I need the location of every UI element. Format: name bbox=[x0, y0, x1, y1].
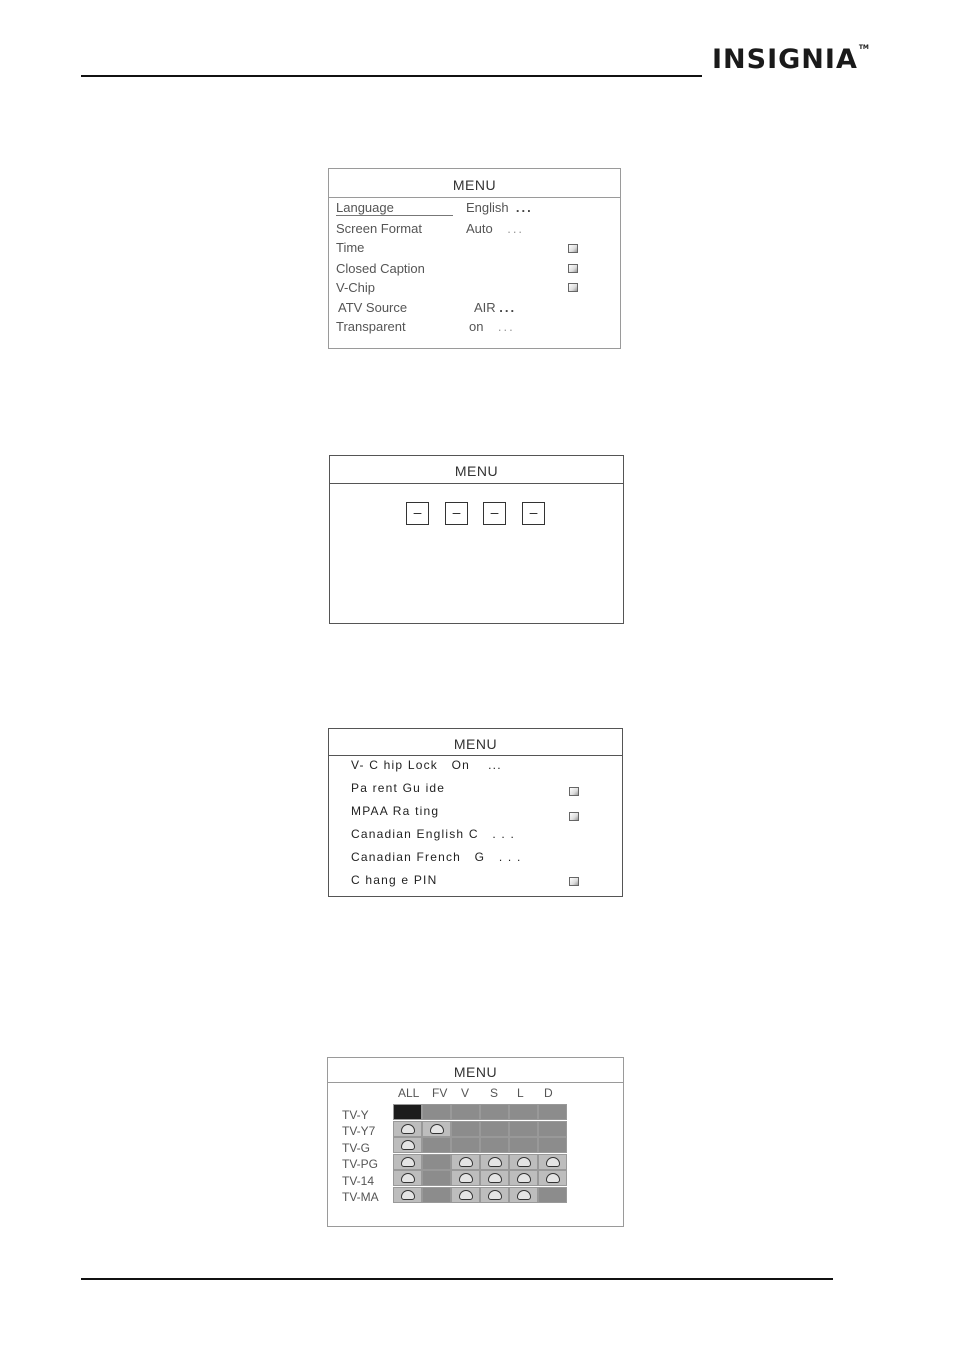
rating-cell-tv-y7-l[interactable] bbox=[509, 1121, 538, 1137]
column-header-s: S bbox=[490, 1086, 499, 1100]
rating-cell-tv-y-fv[interactable] bbox=[422, 1104, 451, 1120]
rating-cell-tv-ma-all[interactable] bbox=[393, 1187, 422, 1203]
menu-item-screen-format[interactable]: Screen Format bbox=[336, 221, 422, 236]
rating-cell-tv-g-l[interactable] bbox=[509, 1137, 538, 1153]
rating-cell-tv-y7-s[interactable] bbox=[480, 1121, 509, 1137]
submenu-arrow-icon[interactable] bbox=[569, 877, 579, 886]
rating-cell-tv-14-all[interactable] bbox=[393, 1170, 422, 1186]
row-label-tv-y7: TV-Y7 bbox=[342, 1124, 376, 1138]
setup-menu bbox=[328, 168, 621, 349]
lock-icon bbox=[430, 1124, 444, 1134]
header-rule bbox=[81, 75, 702, 77]
lock-icon bbox=[459, 1190, 473, 1200]
lock-icon bbox=[546, 1157, 560, 1167]
rating-cell-tv-y-s[interactable] bbox=[480, 1104, 509, 1120]
menu-item-mpaa-rating[interactable]: MPAA Ra ting bbox=[351, 804, 440, 818]
rating-cell-tv-pg-fv[interactable] bbox=[422, 1154, 451, 1170]
rating-cell-tv-14-d[interactable] bbox=[538, 1170, 567, 1186]
rating-cell-tv-y7-all[interactable] bbox=[393, 1121, 422, 1137]
menu-item-language[interactable]: Language bbox=[336, 200, 453, 216]
pin-digit-3[interactable]: – bbox=[483, 502, 506, 525]
row-label-tv-14: TV-14 bbox=[342, 1174, 375, 1188]
row-label-tv-g: TV-G bbox=[342, 1141, 371, 1155]
submenu-arrow-icon[interactable] bbox=[568, 264, 578, 273]
submenu-arrow-icon[interactable] bbox=[569, 787, 579, 796]
rating-cell-tv-14-v[interactable] bbox=[451, 1170, 480, 1186]
rating-cell-tv-ma-l[interactable] bbox=[509, 1187, 538, 1203]
menu-item-atv-source[interactable]: ATV Source bbox=[338, 300, 408, 315]
rating-cell-tv-g-d[interactable] bbox=[538, 1137, 567, 1153]
pin-entry-menu bbox=[329, 455, 624, 624]
rating-cell-tv-pg-l[interactable] bbox=[509, 1154, 538, 1170]
menu-item-parent-guide[interactable]: Pa rent Gu ide bbox=[351, 781, 446, 795]
menu-item-canadian-french[interactable]: Canadian French G . . . bbox=[351, 850, 522, 864]
row-label-tv-y: TV-Y bbox=[342, 1108, 369, 1122]
pin-digit-4[interactable]: – bbox=[522, 502, 545, 525]
submenu-arrow-icon[interactable] bbox=[569, 812, 579, 821]
rating-cell-tv-g-fv[interactable] bbox=[422, 1137, 451, 1153]
screen-format-value: Auto ... bbox=[466, 221, 525, 236]
submenu-arrow-icon[interactable] bbox=[568, 244, 578, 253]
menu-item-closed-caption[interactable]: Closed Caption bbox=[336, 261, 425, 276]
row-label-tv-pg: TV-PG bbox=[342, 1157, 379, 1171]
lock-icon bbox=[517, 1173, 531, 1183]
tv-rating-menu bbox=[327, 1057, 624, 1227]
lock-icon bbox=[546, 1173, 560, 1183]
language-value: English ... bbox=[466, 200, 533, 215]
menu-title: MENU bbox=[328, 1058, 623, 1083]
rating-cell-tv-g-s[interactable] bbox=[480, 1137, 509, 1153]
rating-cell-tv-ma-d[interactable] bbox=[538, 1187, 567, 1203]
menu-item-transparent[interactable]: Transparent bbox=[336, 319, 406, 334]
insignia-logo: INSIGNIA™ bbox=[712, 44, 869, 75]
lock-icon bbox=[517, 1157, 531, 1167]
lock-icon bbox=[459, 1173, 473, 1183]
pin-digit-2[interactable]: – bbox=[445, 502, 468, 525]
rating-cell-tv-ma-v[interactable] bbox=[451, 1187, 480, 1203]
column-header-v: V bbox=[461, 1086, 470, 1100]
lock-icon bbox=[459, 1157, 473, 1167]
submenu-arrow-icon[interactable] bbox=[568, 283, 578, 292]
row-label-tv-ma: TV-MA bbox=[342, 1190, 379, 1204]
rating-cell-tv-pg-v[interactable] bbox=[451, 1154, 480, 1170]
pin-digit-1[interactable]: – bbox=[406, 502, 429, 525]
column-header-fv: FV bbox=[432, 1086, 448, 1100]
rating-cell-tv-g-v[interactable] bbox=[451, 1137, 480, 1153]
lock-icon bbox=[517, 1190, 531, 1200]
menu-title: MENU bbox=[329, 729, 622, 756]
rating-cell-tv-ma-fv[interactable] bbox=[422, 1187, 451, 1203]
lock-icon bbox=[488, 1190, 502, 1200]
rating-cell-tv-14-fv[interactable] bbox=[422, 1170, 451, 1186]
lock-icon bbox=[488, 1173, 502, 1183]
rating-cell-tv-y7-d[interactable] bbox=[538, 1121, 567, 1137]
rating-cell-tv-y-l[interactable] bbox=[509, 1104, 538, 1120]
atv-source-value: AIR ... bbox=[474, 300, 517, 315]
lock-icon bbox=[401, 1124, 415, 1134]
rating-cell-tv-pg-s[interactable] bbox=[480, 1154, 509, 1170]
lock-icon bbox=[401, 1157, 415, 1167]
lock-icon bbox=[401, 1173, 415, 1183]
rating-grid bbox=[393, 1104, 567, 1203]
menu-item-v-chip-lock[interactable]: V- C hip Lock On ... bbox=[351, 758, 502, 772]
menu-title: MENU bbox=[330, 456, 623, 484]
rating-cell-tv-y-d[interactable] bbox=[538, 1104, 567, 1120]
column-header-d: D bbox=[544, 1086, 553, 1100]
lock-icon bbox=[401, 1140, 415, 1150]
footer-rule bbox=[81, 1278, 833, 1280]
lock-icon bbox=[401, 1190, 415, 1200]
menu-item-canadian-english[interactable]: Canadian English C . . . bbox=[351, 827, 515, 841]
rating-cell-tv-pg-all[interactable] bbox=[393, 1154, 422, 1170]
column-header-all: ALL bbox=[398, 1086, 420, 1100]
menu-title: MENU bbox=[329, 169, 620, 198]
rating-cell-tv-ma-s[interactable] bbox=[480, 1187, 509, 1203]
rating-cell-tv-y-v[interactable] bbox=[451, 1104, 480, 1120]
rating-cell-tv-y7-v[interactable] bbox=[451, 1121, 480, 1137]
rating-cell-tv-g-all[interactable] bbox=[393, 1137, 422, 1153]
menu-item-change-pin[interactable]: C hang e PIN bbox=[351, 873, 438, 887]
vchip-menu bbox=[328, 728, 623, 897]
rating-cell-tv-pg-d[interactable] bbox=[538, 1154, 567, 1170]
rating-cell-tv-y-all[interactable] bbox=[393, 1104, 422, 1120]
lock-icon bbox=[488, 1157, 502, 1167]
column-header-l: L bbox=[517, 1086, 524, 1100]
menu-item-v-chip[interactable]: V-Chip bbox=[336, 280, 376, 295]
rating-cell-tv-14-l[interactable] bbox=[509, 1170, 538, 1186]
transparent-value: on ... bbox=[469, 319, 515, 334]
menu-item-time[interactable]: Time bbox=[336, 240, 365, 255]
rating-cell-tv-y7-fv[interactable] bbox=[422, 1121, 451, 1137]
rating-cell-tv-14-s[interactable] bbox=[480, 1170, 509, 1186]
